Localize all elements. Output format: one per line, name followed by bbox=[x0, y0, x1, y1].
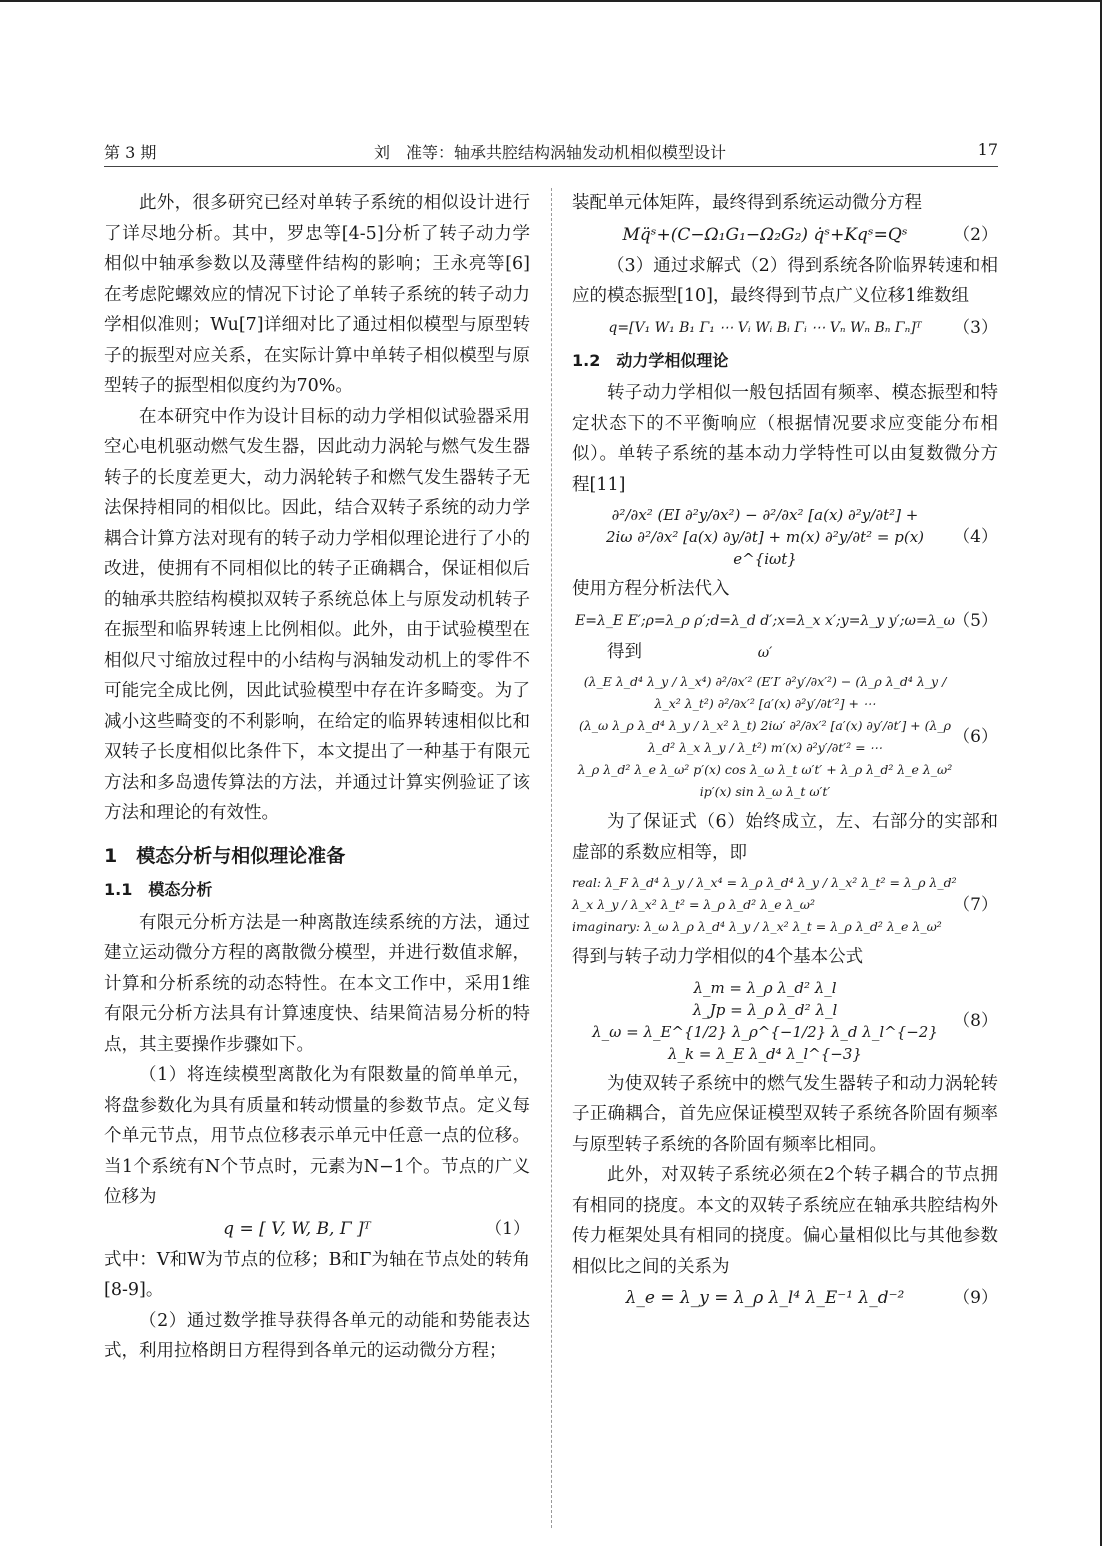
issue-number: 第 3 期 bbox=[104, 143, 157, 162]
equation-7 bbox=[572, 868, 998, 942]
subsection-heading: 1.1 模态分析 bbox=[104, 880, 213, 899]
equation-3 bbox=[572, 312, 998, 344]
paragraph: 在本研究中作为设计目标的动力学相似试验器采用空心电机驱动燃气发生器，因此动力涡轮与燃气发生器转子的长度差更大，动力涡轮转子和燃气发生器转子无法保持相同的相似比。因此，结合双转子系统的动力学耦合计算方法对现有的转子动力学相似理论进行了小的改进，使拥有不同相似比的转子正确耦合，保证相似后的轴承共腔结构模拟双转子系统总体上与原发动机转子在振型和临界转速上比例相似。此外，由于试验模型在相似尺寸缩放过程中的小结构与涡轴发动机上的零件不可能完全成比例，因此试验模型中存在许多畸变。为了减小这些畸变的不利影响，在给定的临界转速相似比和双转子长度相似比条件下，本文提出了一种基于有限元方法和多岛遗传算法的方法，并通过计算实例验证了该方法和理论的有效性。 bbox=[104, 406, 530, 823]
paragraph: 为了保证式（6）始终成立，左、右部分的实部和虚部的系数应相等，即 bbox=[572, 812, 998, 863]
paragraph: 使用方程分析法代入 bbox=[572, 579, 730, 599]
paragraph: （1）将连续模型离散化为有限数量的简单单元，将盘参数化为具有质量和转动惯量的参数节点。定义每个单元节点，用节点位移表示单元中任意一点的位移。当1个系统有N个节点时，元素为N−1个。节点的广义位移为 bbox=[104, 1065, 530, 1207]
paragraph: 此外，很多研究已经对单转子系统的相似设计进行了详尽地分析。其中，罗忠等[4-5]分析了转子动力学相似中轴承参数以及薄壁件结构的影响；王永亮等[6]在考虑陀螺效应的情况下讨论了单转子系统的转子动力学相似准则；Wu[7]详细对比了通过相似模型与原型转子的振型对应关系，在实际计算中单转子相似模型与原型转子的振型相似度约为70%。 bbox=[104, 193, 530, 396]
paragraph: 有限元分析方法是一种离散连续系统的方法，通过建立运动微分方程的离散微分模型，并进行数值求解，计算和分析系统的动态特性。在本文工作中，采用1维有限元分析方法具有计算速度快、结果简洁易分析的特点，其主要操作步骤如下。 bbox=[104, 912, 530, 1055]
paragraph: 得到与转子动力学相似的4个基本公式 bbox=[572, 947, 864, 967]
equation-body: E=λ_E E′;ρ=λ_ρ ρ′;d=λ_d d′;x=λ_x x′;y=λ_y y′;ω=λ_ω ω′ bbox=[575, 612, 955, 661]
equation-8 bbox=[572, 973, 998, 1069]
equation-number: （8） bbox=[953, 1010, 998, 1031]
equation-number: （7） bbox=[953, 895, 998, 915]
paragraph: 式中：V和W为节点的位移；B和Γ为轴在节点处的转角[8-9]。 bbox=[104, 1249, 530, 1300]
equation-number: （1） bbox=[485, 1218, 530, 1239]
equation-number: （5） bbox=[953, 610, 998, 631]
equation-number: （3） bbox=[953, 317, 998, 338]
paragraph: （2）通过数学推导获得各单元的动能和势能表达式，利用拉格朗日方程得到各单元的运动微分方程； bbox=[104, 1310, 530, 1361]
header-rule bbox=[104, 166, 998, 167]
section-heading: 1 模态分析与相似理论准备 bbox=[104, 844, 346, 867]
equation-line: (λ_ω λ_ρ λ_d⁴ λ_y / λ_x² λ_t) 2iω′ ∂²/∂x′² [a′(x) ∂y′/∂t′] + (λ_ρ λ_d² λ_x λ_y / λ_t²) m′(x) ∂²y′/∂t′² = ⋯ bbox=[578, 718, 952, 755]
equation-body: Mq̈ˢ+(C−Ω₁G₁−Ω₂G₂) q̇ˢ+Kqˢ=Qˢ bbox=[622, 224, 908, 245]
equation-number: （2） bbox=[953, 224, 998, 245]
equation-line: λ_ω = λ_E^{1/2} λ_ρ^{−1/2} λ_d λ_l^{−2} bbox=[592, 1022, 938, 1041]
subsection-heading: 1.2 动力学相似理论 bbox=[572, 350, 729, 370]
equation-line: imaginary: λ_ω λ_ρ λ_d⁴ λ_y / λ_x² λ_t = λ_ρ λ_d² λ_e λ_ω² bbox=[572, 919, 942, 934]
left-column bbox=[104, 188, 530, 1367]
equation-2 bbox=[572, 219, 998, 251]
equation-9 bbox=[572, 1282, 998, 1314]
paragraph: 为使双转子系统中的燃气发生器转子和动力涡轮转子正确耦合，首先应保证模型双转子系统各阶固有频率与原型转子系统的各阶固有频率比相同。 bbox=[572, 1073, 998, 1155]
equation-line: 2iω ∂²/∂x² [a(x) ∂y/∂t] + m(x) ∂²y/∂t² = p(x) e^{iωt} bbox=[605, 528, 925, 568]
equation-body: q = [ V, W, B, Γ ]ᵀ bbox=[223, 1218, 371, 1239]
equation-line: λ_Jp = λ_ρ λ_d² λ_l bbox=[692, 1000, 838, 1019]
equation-body: λ_e = λ_y = λ_ρ λ_l⁴ λ_E⁻¹ λ_d⁻² bbox=[625, 1288, 905, 1308]
equation-line: ∂²/∂x² (EI ∂²y/∂x²) − ∂²/∂x² [a(x) ∂²y/∂t²] + bbox=[611, 506, 919, 524]
equation-line: λ_m = λ_ρ λ_d² λ_l bbox=[693, 978, 837, 997]
paragraph: 装配单元体矩阵，最终得到系统运动微分方程 bbox=[572, 193, 922, 213]
paragraph: 得到 bbox=[607, 641, 642, 662]
paragraph: 此外，对双转子系统必须在2个转子耦合的节点拥有相同的挠度。本文的双转子系统应在轴承共腔结构外传力框架处具有相同的挠度。偏心量相似比与其他参数相似比之间的关系为 bbox=[572, 1165, 998, 1277]
page-number: 17 bbox=[977, 140, 998, 159]
equation-line: (λ_E λ_d⁴ λ_y / λ_x⁴) ∂²/∂x′² (E′I′ ∂²y′/∂x′²) − (λ_ρ λ_d⁴ λ_y / λ_x² λ_t²) ∂²/∂x′² [a′(x) ∂²y′/∂t′²] + ⋯ bbox=[583, 674, 947, 711]
equation-body: q=[V₁ W₁ B₁ Γ₁ ⋯ Vᵢ Wᵢ Bᵢ Γᵢ ⋯ Vₙ Wₙ Bₙ Γₙ]ᵀ bbox=[608, 319, 922, 336]
equation-4 bbox=[572, 500, 998, 574]
equation-line: λ_k = λ_E λ_d⁴ λ_l^{−3} bbox=[668, 1044, 862, 1063]
equation-6 bbox=[572, 667, 998, 807]
equation-number: （9） bbox=[953, 1288, 998, 1308]
equation-number: （4） bbox=[953, 527, 998, 547]
paragraph: （3）通过求解式（2）得到系统各阶临界转速和相应的模态振型[10]，最终得到节点广义位移1维数组 bbox=[572, 255, 998, 306]
running-title: 刘 准等：轴承共腔结构涡轴发动机相似模型设计 bbox=[374, 143, 727, 162]
column-divider bbox=[551, 188, 552, 1528]
equation-1 bbox=[104, 1213, 530, 1245]
equation-line: λ_ρ λ_d² λ_e λ_ω² p′(x) cos λ_ω λ_t ω′t′ + λ_ρ λ_d² λ_e λ_ω² ip′(x) sin λ_ω λ_t ω′t′ bbox=[577, 762, 953, 799]
equation-line: real: λ_F λ_d⁴ λ_y / λ_x⁴ = λ_ρ λ_d⁴ λ_y / λ_x² λ_t² = λ_ρ λ_d² λ_x λ_y / λ_x² λ_t² = λ_ρ λ_d² λ_e λ_ω² bbox=[572, 875, 957, 912]
page-top-border bbox=[0, 0, 1102, 2]
paragraph: 转子动力学相似一般包括固有频率、模态振型和特定状态下的不平衡响应（根据情况要求应变能分布相似）。单转子系统的基本动力学特性可以由复数微分方程[11] bbox=[572, 383, 998, 495]
right-column bbox=[572, 188, 998, 1314]
running-header bbox=[104, 140, 998, 166]
equation-number: （6） bbox=[953, 727, 998, 747]
